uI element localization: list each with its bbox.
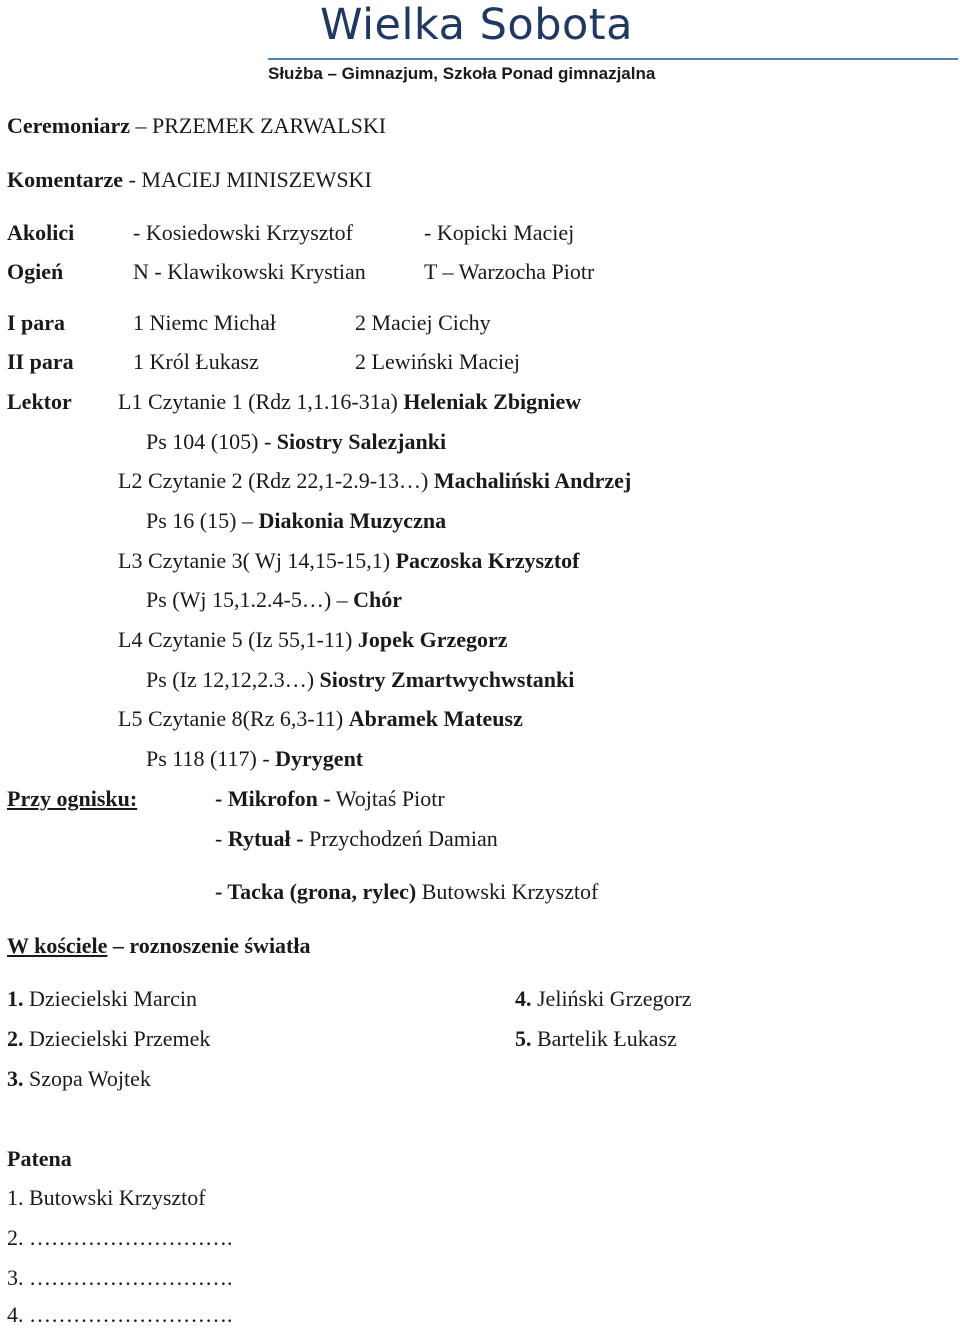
ognisko-label: Przy ognisku: <box>7 786 138 811</box>
psalm-3-performer: Chór <box>353 587 403 612</box>
reading-3-text: L3 Czytanie 3( Wj 14,15-15,1) <box>118 548 396 573</box>
reading-3-reader: Paczoska Krzysztof <box>395 548 580 573</box>
kosciol-item <box>515 1026 677 1052</box>
page-subtitle: Służba – Gimnazjum, Szkoła Ponad gimnazjalna <box>268 64 656 83</box>
ceremoniarz-value: – PRZEMEK ZARWALSKI <box>130 113 387 138</box>
psalm-4 <box>146 667 574 693</box>
ognisko-tacka <box>215 879 598 905</box>
kosciol-item-name: Jeliński Grzegorz <box>531 986 692 1011</box>
kosciol-item <box>515 986 692 1012</box>
reading-5-text: L5 Czytanie 8(Rz 6,3-11) <box>118 706 349 731</box>
reading-4-text: L4 Czytanie 5 (Iz 55,1-11) <box>118 627 358 652</box>
patena-item: 4. ………………………. <box>7 1302 233 1327</box>
komentarze-line <box>7 167 372 193</box>
psalm-1 <box>146 429 446 455</box>
psalm-3-text: Ps (Wj 15,1.2.4-5…) – <box>146 587 354 612</box>
komentarze-value: - MACIEJ MINISZEWSKI <box>123 167 372 192</box>
ognisko-mikrofon-role: - Mikrofon - <box>215 786 331 811</box>
page-title: Wielka Sobota <box>320 0 634 50</box>
para2-label: II para <box>7 349 74 374</box>
psalm-2-text: Ps 16 (15) – <box>146 508 259 533</box>
komentarze-label: Komentarze <box>7 167 124 192</box>
ognisko-tacka-person: Butowski Krzysztof <box>416 879 599 904</box>
kosciol-item-name: Dziecielski Przemek <box>23 1026 211 1051</box>
kosciol-item-number: 3. <box>7 1066 24 1091</box>
kosciol-item-name: Szopa Wojtek <box>23 1066 151 1091</box>
reading-2-text: L2 Czytanie 2 (Rdz 22,1-2.9-13…) <box>118 468 434 493</box>
ognisko-rytual-person: Przychodzeń Damian <box>303 826 498 851</box>
psalm-5 <box>146 746 363 772</box>
ogien-person-2: T – Warzocha Piotr <box>424 259 595 284</box>
reading-1-text: L1 Czytanie 1 (Rdz 1,1.16-31a) <box>118 389 404 414</box>
psalm-5-performer: Dyrygent <box>275 746 364 771</box>
reading-4-reader: Jopek Grzegorz <box>357 627 508 652</box>
ognisko-tacka-role: - Tacka (grona, rylec) <box>215 879 417 904</box>
kosciol-item <box>7 986 197 1012</box>
ogien-label: Ogień <box>7 259 64 284</box>
reading-1-reader: Heleniak Zbigniew <box>403 389 582 414</box>
para2-person-2: 2 Lewiński Maciej <box>355 349 520 374</box>
ognisko-rytual <box>215 826 498 852</box>
reading-3 <box>118 548 579 574</box>
ceremoniarz-line <box>7 113 386 139</box>
patena-item: 1. Butowski Krzysztof <box>7 1185 206 1210</box>
kosciol-item <box>7 1066 151 1092</box>
kosciol-item-number: 4. <box>515 986 532 1011</box>
reading-1 <box>118 389 581 415</box>
ognisko-mikrofon <box>215 786 445 812</box>
psalm-2 <box>146 508 446 534</box>
kosciol-item-number: 2. <box>7 1026 24 1051</box>
patena-item: 3. ………………………. <box>7 1265 233 1290</box>
reading-5 <box>118 706 523 732</box>
psalm-4-performer: Siostry Zmartwychwstanki <box>319 667 575 692</box>
ceremoniarz-label: Ceremoniarz <box>7 113 130 138</box>
psalm-3 <box>146 587 402 613</box>
ognisko-mikrofon-person: Wojtaś Piotr <box>330 786 445 811</box>
patena-item: 2. ………………………. <box>7 1225 233 1250</box>
kosciol-item-number: 5. <box>515 1026 532 1051</box>
para2-person-1: 1 Król Łukasz <box>133 349 259 374</box>
reading-2-reader: Machaliński Andrzej <box>433 468 632 493</box>
psalm-1-text: Ps 104 (105) - <box>146 429 277 454</box>
kosciol-heading <box>7 933 311 959</box>
ognisko-rytual-dash: - <box>215 826 228 851</box>
kosciol-item-name: Bartelik Łukasz <box>531 1026 677 1051</box>
para1-label: I para <box>7 310 66 335</box>
reading-2 <box>118 468 631 494</box>
reading-4 <box>118 627 508 653</box>
akolici-label: Akolici <box>7 220 75 245</box>
psalm-4-text: Ps (Iz 12,12,2.3…) <box>146 667 320 692</box>
lektor-label: Lektor <box>7 389 72 414</box>
psalm-2-performer: Diakonia Muzyczna <box>258 508 447 533</box>
psalm-1-performer: Siostry Salezjanki <box>276 429 447 454</box>
akolici-person-2: - Kopicki Maciej <box>424 220 575 245</box>
ogien-person-1: N - Klawikowski Krystian <box>133 259 366 284</box>
title-divider <box>268 58 958 60</box>
kosciol-heading-rest: – roznoszenie światła <box>107 933 311 958</box>
akolici-person-1: - Kosiedowski Krzysztof <box>133 220 353 245</box>
para1-person-2: 2 Maciej Cichy <box>355 310 491 335</box>
ognisko-rytual-role: Rytuał - <box>227 826 304 851</box>
patena-heading: Patena <box>7 1146 72 1171</box>
kosciol-item-name: Dziecielski Marcin <box>23 986 197 1011</box>
psalm-5-text: Ps 118 (117) - <box>146 746 276 771</box>
kosciol-heading-underlined: W kościele <box>7 933 108 958</box>
kosciol-item <box>7 1026 210 1052</box>
para1-person-1: 1 Niemc Michał <box>133 310 276 335</box>
kosciol-item-number: 1. <box>7 986 24 1011</box>
reading-5-reader: Abramek Mateusz <box>348 706 523 731</box>
